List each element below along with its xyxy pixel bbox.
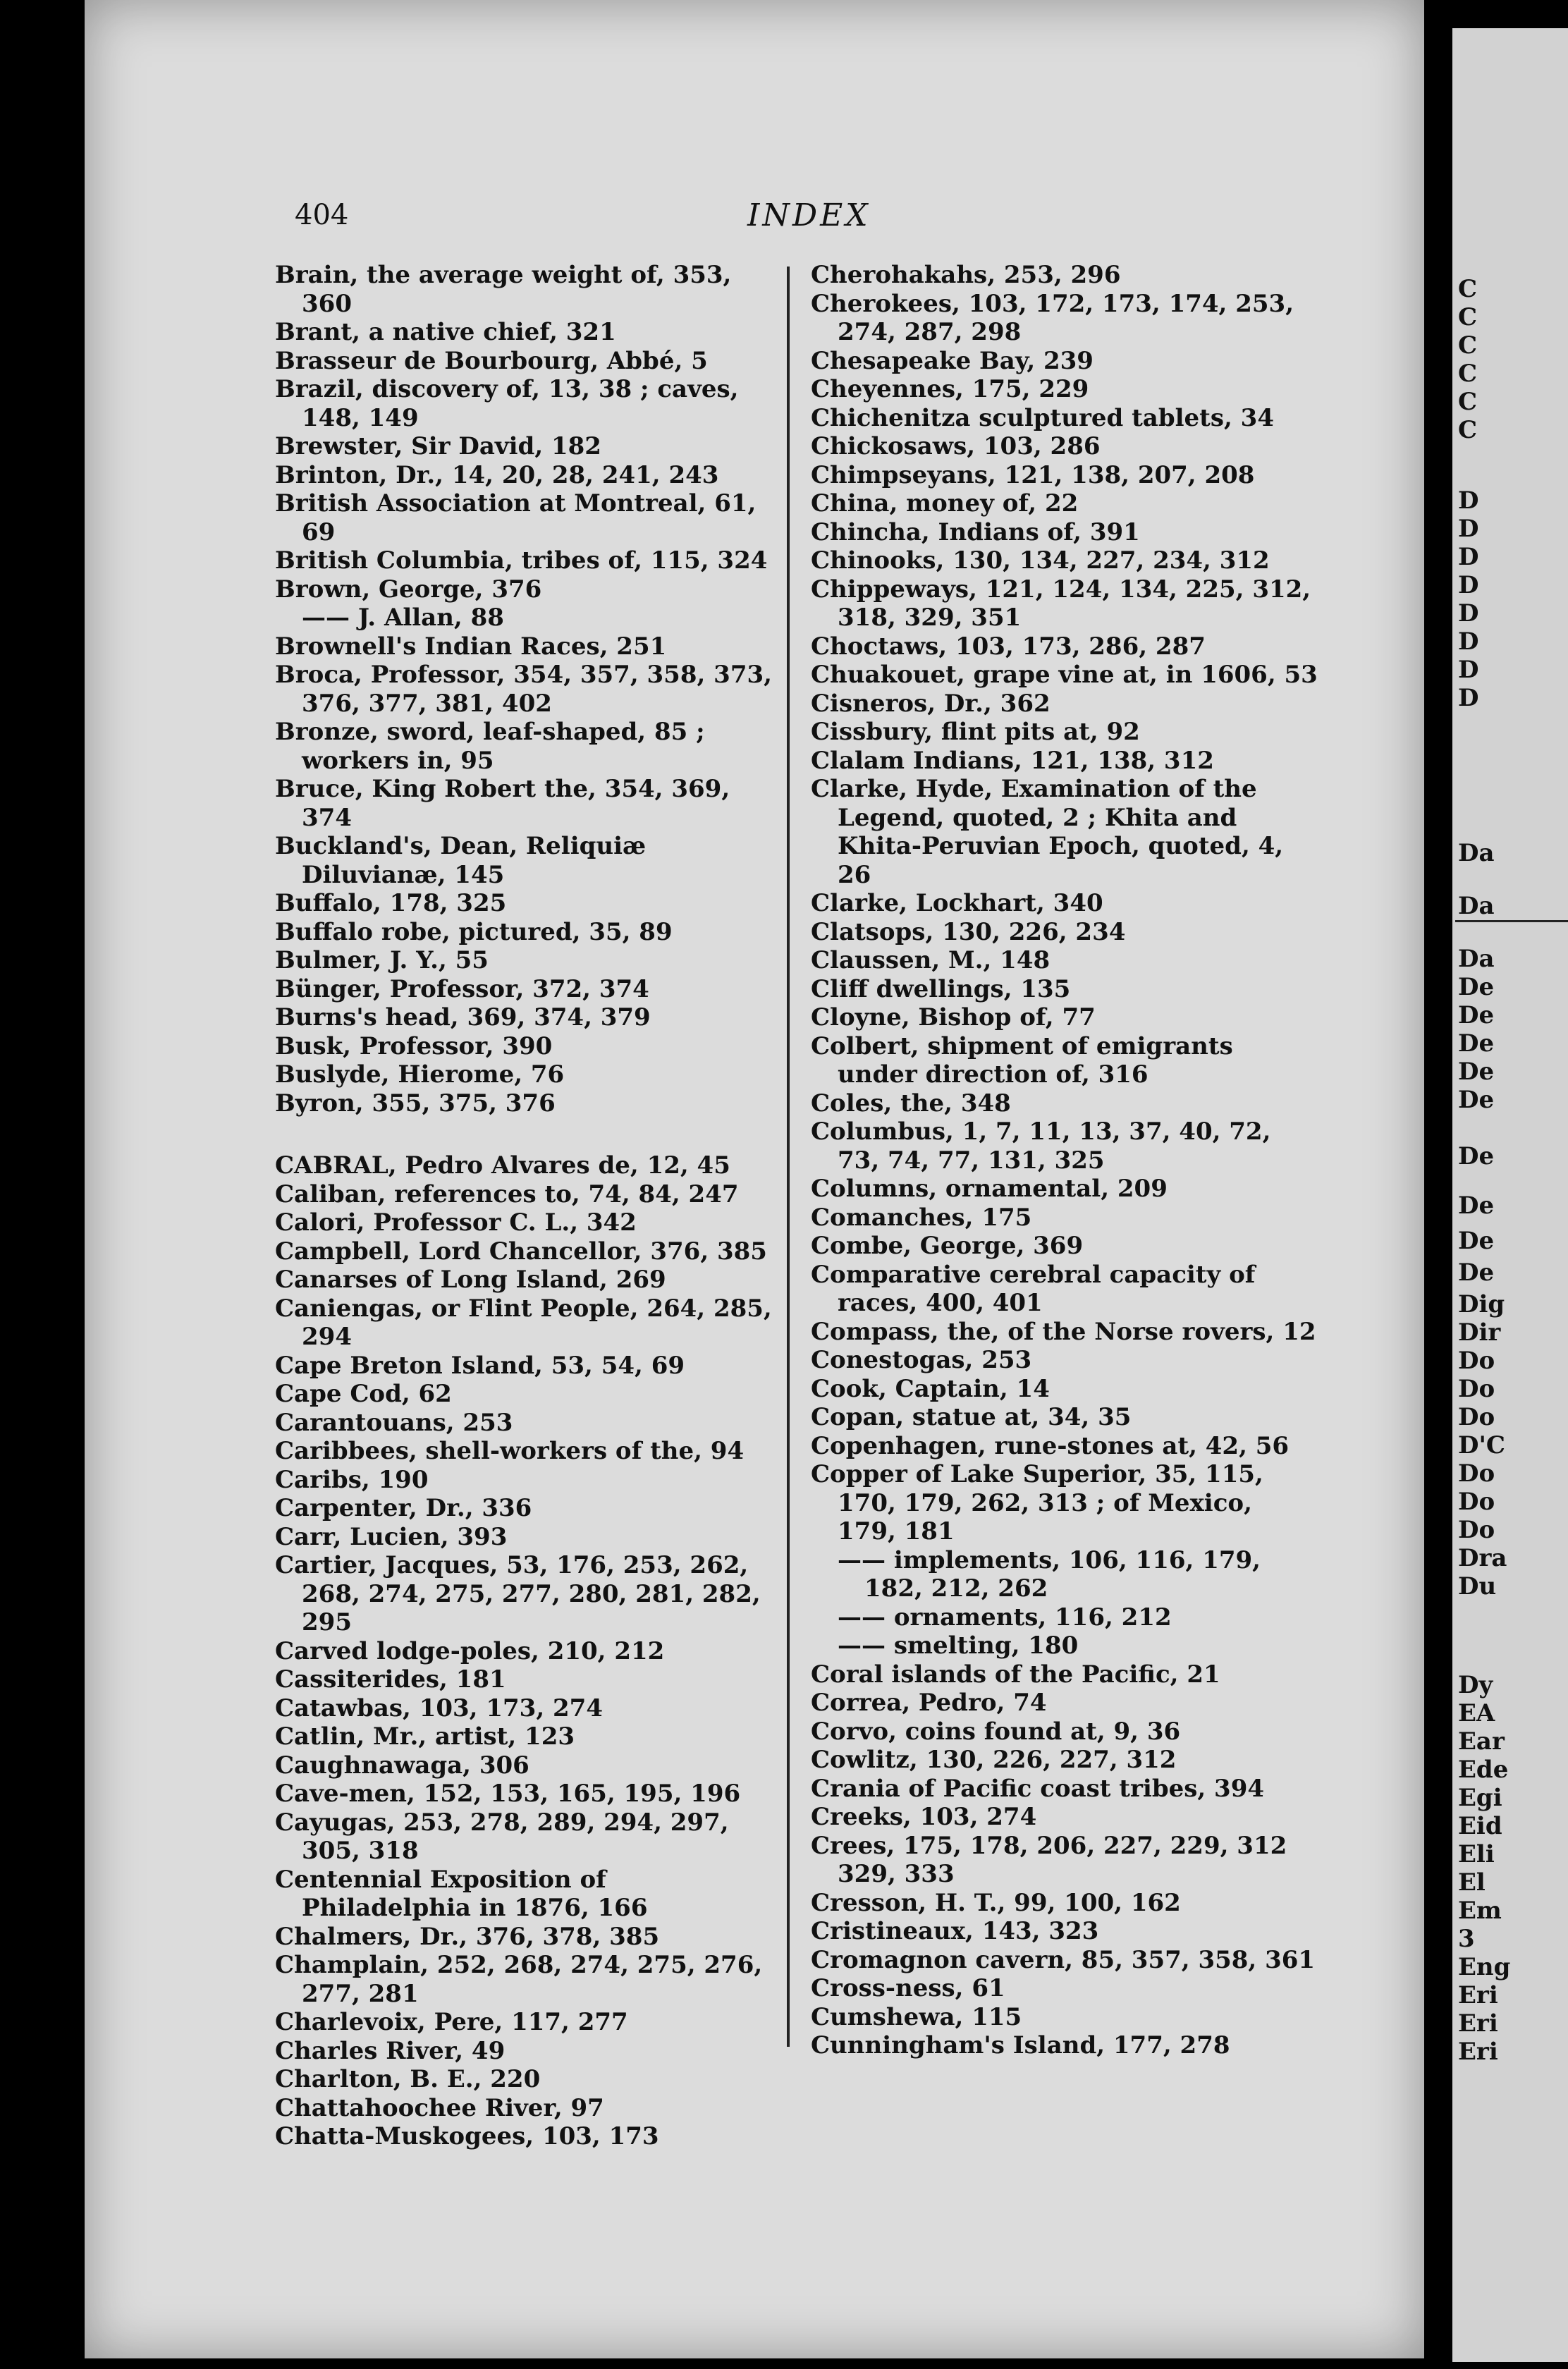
index-entry: Champlain, 252, 268, 274, 275, 276, 277, 281 (275, 1951, 763, 2008)
index-entry: Brownell's Indian Races, 251 (275, 632, 667, 661)
index-entry: Catlin, Mr., artist, 123 (275, 1722, 575, 1751)
index-entry: Busk, Professor, 390 (275, 1032, 553, 1060)
adjacent-page-fragment: De (1458, 1001, 1495, 1029)
adjacent-page-fragment: Dy (1458, 1671, 1493, 1699)
running-head: INDEX (747, 197, 871, 233)
adjacent-page-fragment: Da (1458, 892, 1495, 920)
index-entry: Colbert, shipment of emigrants under direction of, 316 (811, 1032, 1233, 1089)
index-entry: Cherohakahs, 253, 296 (811, 261, 1121, 289)
index-entry: —— J. Allan, 88 (302, 604, 504, 632)
index-entry: Correa, Pedro, 74 (811, 1689, 1047, 1717)
index-entry: Cook, Captain, 14 (811, 1374, 1050, 1403)
index-entry: Cayugas, 253, 278, 289, 294, 297, 305, 318 (275, 1808, 729, 1865)
index-entry: Cunningham's Island, 177, 278 (811, 2031, 1230, 2059)
adjacent-page-fragment: Eng (1458, 1953, 1511, 1981)
index-entry: Cave-men, 152, 153, 165, 195, 196 (275, 1780, 741, 1808)
adjacent-page-fragment: Dir (1458, 1318, 1501, 1347)
index-entry: Columns, ornamental, 209 (811, 1175, 1168, 1203)
index-entry: —— ornaments, 116, 212 (838, 1603, 1172, 1632)
index-entry: Clalam Indians, 121, 138, 312 (811, 746, 1214, 775)
adjacent-page-fragment: D (1458, 543, 1479, 571)
index-entry: Cape Breton Island, 53, 54, 69 (275, 1351, 685, 1380)
index-entry: Chalmers, Dr., 376, 378, 385 (275, 1922, 660, 1951)
adjacent-page-fragment: Da (1458, 839, 1495, 867)
index-entry: Brinton, Dr., 14, 20, 28, 241, 243 (275, 460, 719, 489)
index-entry: Centennial Exposition of Philadelphia in 1876, 166 (275, 1865, 648, 1922)
adjacent-page-fragment: Do (1458, 1403, 1495, 1431)
index-entry: Crees, 175, 178, 206, 227, 229, 312 329, 333 (811, 1831, 1287, 1888)
section-gap (275, 1118, 783, 1151)
index-entry: Cassiterides, 181 (275, 1665, 506, 1694)
index-entry: Comanches, 175 (811, 1203, 1032, 1232)
index-entry: British Association at Montreal, 61, 69 (275, 489, 757, 546)
index-entry: Chichenitza sculptured tablets, 34 (811, 403, 1274, 432)
adjacent-page-fragment: Eri (1458, 2038, 1498, 2066)
index-entry: Choctaws, 103, 173, 286, 287 (811, 632, 1206, 661)
index-entry: Bruce, King Robert the, 354, 369, 374 (275, 775, 730, 832)
adjacent-page-fragment: C (1458, 275, 1478, 303)
adjacent-page-fragment: C (1458, 416, 1478, 444)
index-entry: Campbell, Lord Chancellor, 376, 385 (275, 1237, 767, 1266)
adjacent-page-fragment: C (1458, 360, 1478, 388)
index-entry: Cartier, Jacques, 53, 176, 253, 262, 268, 274, 275, 277, 280, 281, 282, 295 (275, 1551, 761, 1636)
index-entry: Caribbees, shell-workers of the, 94 (275, 1437, 745, 1465)
index-entry: Cromagnon cavern, 85, 357, 358, 361 (811, 1945, 1316, 1974)
adjacent-page-fragment: De (1458, 1227, 1495, 1255)
index-entry: —— implements, 106, 116, 179, 182, 212, 262 (838, 1545, 1261, 1603)
index-entry: Crania of Pacific coast tribes, 394 (811, 1774, 1265, 1803)
adjacent-page-fragment: D (1458, 599, 1479, 628)
adjacent-page-fragment: Ede (1458, 1756, 1509, 1784)
index-entry: Calori, Professor C. L., 342 (275, 1208, 637, 1237)
index-entry: Brown, George, 376 (275, 575, 542, 604)
index-entry: Bünger, Professor, 372, 374 (275, 974, 649, 1003)
index-entry: Carpenter, Dr., 336 (275, 1494, 532, 1522)
index-entry: Cloyne, Bishop of, 77 (811, 1003, 1096, 1032)
index-entry: Chattahoochee River, 97 (275, 2093, 604, 2122)
index-entry: Caniengas, or Flint People, 264, 285, 294 (275, 1294, 772, 1351)
adjacent-page-fragment: Da (1458, 945, 1495, 973)
index-entry: Coral islands of the Pacific, 21 (811, 1660, 1220, 1689)
index-entry: Caliban, references to, 74, 84, 247 (275, 1180, 739, 1208)
index-entry: Clarke, Lockhart, 340 (811, 889, 1103, 917)
adjacent-page-fragment: Em (1458, 1897, 1502, 1925)
index-entry: Brasseur de Bourbourg, Abbé, 5 (275, 346, 708, 375)
index-entry: Chuakouet, grape vine at, in 1606, 53 (811, 661, 1318, 689)
adjacent-page-strip (1452, 28, 1568, 2362)
index-entry: Byron, 355, 375, 376 (275, 1089, 556, 1118)
index-entry: Buslyde, Hierome, 76 (275, 1060, 565, 1089)
adjacent-page-fragment: De (1458, 1058, 1495, 1086)
adjacent-page-fragment: Du (1458, 1572, 1497, 1600)
index-entry: Comparative cerebral capacity of races, 400, 401 (811, 1260, 1256, 1317)
adjacent-page-fragment: Eid (1458, 1812, 1502, 1840)
adjacent-page-fragment: Eri (1458, 1981, 1498, 2009)
adjacent-page-fragment: Eli (1458, 1840, 1495, 1868)
index-entry: Creeks, 103, 274 (811, 1803, 1037, 1831)
adjacent-page-fragment: Do (1458, 1375, 1495, 1403)
index-entry: Charles River, 49 (275, 2036, 506, 2065)
index-entry: CABRAL, Pedro Alvares de, 12, 45 (275, 1151, 730, 1180)
index-entry: Chippeways, 121, 124, 134, 225, 312, 318, 329, 351 (811, 575, 1311, 632)
index-entry: Burns's head, 369, 374, 379 (275, 1003, 651, 1032)
index-entry: Charlton, B. E., 220 (275, 2065, 541, 2093)
index-entry: Cisneros, Dr., 362 (811, 689, 1051, 718)
index-entry: Claussen, M., 148 (811, 946, 1051, 974)
index-entry: Chickosaws, 103, 286 (811, 432, 1101, 460)
adjacent-page-fragment: Do (1458, 1347, 1495, 1375)
adjacent-page-fragment: Eri (1458, 2009, 1498, 2038)
index-entry: Bronze, sword, leaf-shaped, 85 ; workers in, 95 (275, 718, 705, 775)
index-column-right (811, 261, 1318, 2060)
index-entry: Chesapeake Bay, 239 (811, 346, 1094, 375)
adjacent-page-fragment: Egi (1458, 1784, 1502, 1812)
index-entry: Broca, Professor, 354, 357, 358, 373, 376, 377, 381, 402 (275, 661, 772, 718)
index-entry: Clarke, Hyde, Examination of the Legend, quoted, 2 ; Khita and Khita-Peruvian Epoch, quoted, 4, 26 (811, 775, 1284, 889)
index-entry: Brain, the average weight of, 353, 360 (275, 261, 732, 318)
adjacent-page-fragment: De (1458, 1192, 1495, 1220)
adjacent-page-fragment: Do (1458, 1488, 1495, 1516)
index-entry: Compass, the, of the Norse rovers, 12 (811, 1317, 1316, 1346)
index-entry: Buckland's, Dean, Reliquiæ Diluvianæ, 145 (275, 832, 647, 889)
adjacent-page-fragment: D (1458, 684, 1479, 712)
index-entry: Catawbas, 103, 173, 274 (275, 1694, 603, 1722)
adjacent-page-fragment: C (1458, 388, 1478, 416)
adjacent-page-fragment: C (1458, 331, 1478, 360)
index-entry: Canarses of Long Island, 269 (275, 1266, 666, 1294)
index-entry: Cumshewa, 115 (811, 2002, 1022, 2031)
index-entry: Cliff dwellings, 135 (811, 974, 1071, 1003)
adjacent-page-fragment: Dig (1458, 1290, 1505, 1318)
index-entry: Corvo, coins found at, 9, 36 (811, 1717, 1181, 1746)
strip-rule (1455, 920, 1568, 922)
adjacent-page-fragment: D'C (1458, 1431, 1505, 1459)
adjacent-page-fragment: D (1458, 571, 1479, 599)
index-entry: China, money of, 22 (811, 489, 1079, 518)
index-entry: Bulmer, J. Y., 55 (275, 946, 489, 974)
index-entry: Chatta-Muskogees, 103, 173 (275, 2122, 659, 2150)
adjacent-page-fragment: D (1458, 486, 1479, 515)
index-entry: —— smelting, 180 (838, 1632, 1079, 1660)
index-entry: British Columbia, tribes of, 115, 324 (275, 546, 768, 575)
adjacent-page-fragment: Do (1458, 1459, 1495, 1488)
index-entry: Conestogas, 253 (811, 1346, 1032, 1374)
index-entry: Coles, the, 348 (811, 1089, 1011, 1118)
index-entry: Cristineaux, 143, 323 (811, 1917, 1099, 1945)
index-entry: Carved lodge-poles, 210, 212 (275, 1636, 665, 1665)
index-entry: Carantouans, 253 (275, 1408, 513, 1437)
index-entry: Chimpseyans, 121, 138, 207, 208 (811, 460, 1255, 489)
adjacent-page-fragment: EA (1458, 1699, 1495, 1727)
column-divider (787, 267, 790, 2047)
adjacent-page-fragment: D (1458, 656, 1479, 684)
index-entry: Caughnawaga, 306 (275, 1751, 529, 1780)
index-entry: Brewster, Sir David, 182 (275, 432, 601, 460)
index-entry: Chinooks, 130, 134, 227, 234, 312 (811, 546, 1270, 575)
adjacent-page-fragment: De (1458, 973, 1495, 1001)
index-entry: Cross-ness, 61 (811, 1974, 1005, 2002)
index-entry: Cresson, H. T., 99, 100, 162 (811, 1888, 1181, 1917)
index-entry: Buffalo robe, pictured, 35, 89 (275, 917, 673, 946)
adjacent-page-fragment: Ear (1458, 1727, 1505, 1756)
index-entry: Copper of Lake Superior, 35, 115, 170, 179, 262, 313 ; of Mexico, 179, 181 (811, 1460, 1263, 1545)
index-entry: Charlevoix, Pere, 117, 277 (275, 2008, 628, 2036)
adjacent-page-fragment: D (1458, 628, 1479, 656)
adjacent-page-fragment: De (1458, 1142, 1495, 1170)
index-entry: Copenhagen, rune-stones at, 42, 56 (811, 1431, 1290, 1460)
index-entry: Caribs, 190 (275, 1465, 429, 1494)
adjacent-page-fragment: De (1458, 1259, 1495, 1287)
adjacent-page-fragment: De (1458, 1029, 1495, 1058)
adjacent-page-fragment: Dra (1458, 1544, 1507, 1572)
index-entry: Clatsops, 130, 226, 234 (811, 917, 1126, 946)
index-entry: Brazil, discovery of, 13, 38 ; caves, 148, 149 (275, 375, 739, 432)
index-entry: Brant, a native chief, 321 (275, 318, 616, 346)
page-number: 404 (295, 199, 349, 231)
adjacent-page-fragment: De (1458, 1086, 1495, 1114)
index-entry: Carr, Lucien, 393 (275, 1522, 508, 1551)
index-entry: Cowlitz, 130, 226, 227, 312 (811, 1746, 1177, 1774)
index-entry: Chincha, Indians of, 391 (811, 518, 1140, 546)
index-entry: Buffalo, 178, 325 (275, 889, 507, 917)
adjacent-page-fragment: C (1458, 303, 1478, 331)
index-entry: Columbus, 1, 7, 11, 13, 37, 40, 72, 73, 74, 77, 131, 325 (811, 1118, 1271, 1175)
adjacent-page-fragment: El (1458, 1868, 1486, 1897)
index-entry: Copan, statue at, 34, 35 (811, 1403, 1132, 1431)
index-entry: Cheyennes, 175, 229 (811, 375, 1089, 403)
adjacent-page-fragment: Do (1458, 1516, 1495, 1544)
index-column-left (275, 261, 783, 2151)
index-entry: Cherokees, 103, 172, 173, 174, 253, 274, 287, 298 (811, 289, 1294, 346)
index-entry: Cape Cod, 62 (275, 1380, 452, 1408)
index-entry: Cissbury, flint pits at, 92 (811, 718, 1140, 746)
index-entry: Combe, George, 369 (811, 1232, 1084, 1260)
adjacent-page-fragment: D (1458, 515, 1479, 543)
adjacent-page-fragment: 3 (1458, 1925, 1475, 1953)
